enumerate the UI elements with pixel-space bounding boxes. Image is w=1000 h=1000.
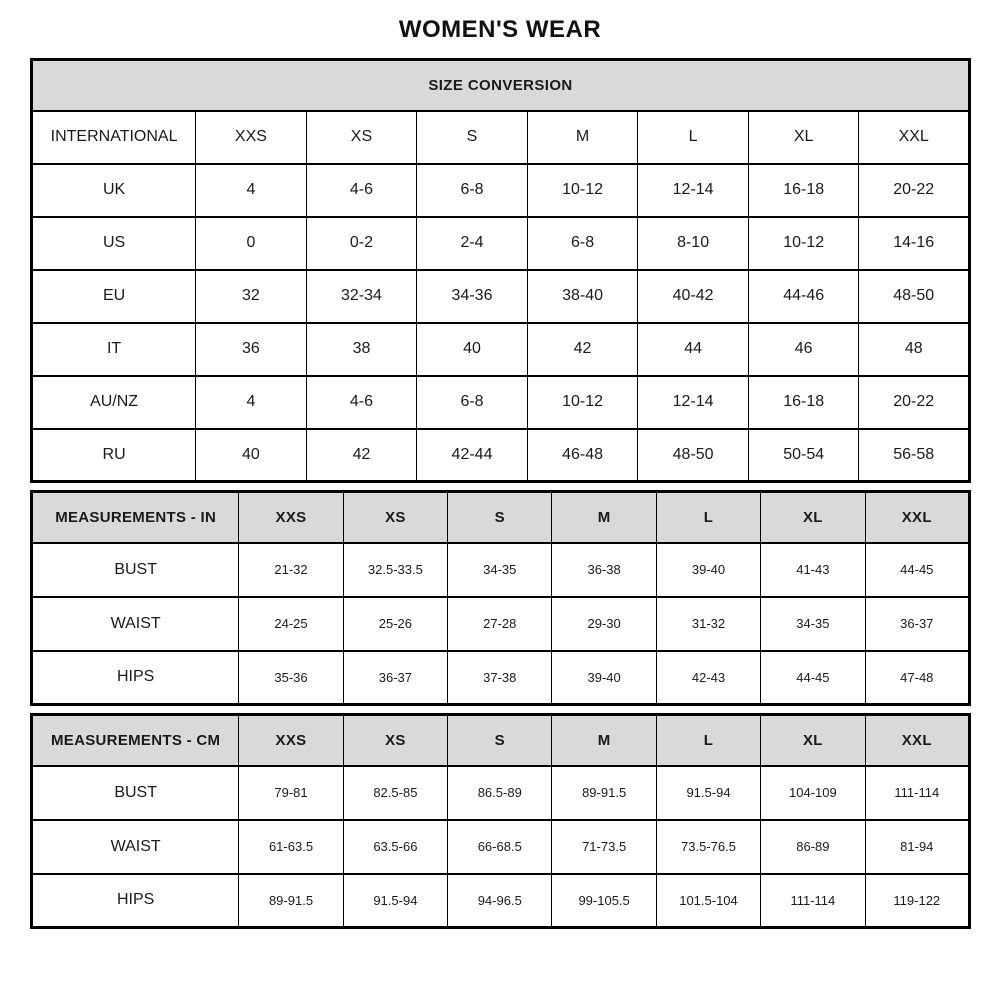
- value-cell: 89-91.5: [552, 766, 656, 820]
- value-cell: 66-68.5: [448, 820, 552, 874]
- value-cell: 61-63.5: [239, 820, 343, 874]
- value-cell: 12-14: [638, 164, 749, 217]
- row-label: WAIST: [32, 597, 239, 651]
- table-row: [32, 270, 970, 323]
- value-cell: 104-109: [761, 766, 865, 820]
- table-banner: SIZE CONVERSION: [32, 60, 970, 111]
- value-cell: 31-32: [656, 597, 760, 651]
- value-cell: 21-32: [239, 543, 343, 597]
- size-column-header: XXL: [865, 492, 969, 543]
- value-cell: 29-30: [552, 597, 656, 651]
- value-cell: 32-34: [306, 270, 417, 323]
- value-cell: 27-28: [448, 597, 552, 651]
- value-cell: 20-22: [859, 376, 970, 429]
- value-cell: 4: [196, 164, 307, 217]
- value-cell: 10-12: [527, 164, 638, 217]
- value-cell: 35-36: [239, 651, 343, 705]
- value-cell: 46: [748, 323, 859, 376]
- row-label: HIPS: [32, 874, 239, 928]
- value-cell: 8-10: [638, 217, 749, 270]
- value-cell: 34-35: [448, 543, 552, 597]
- value-cell: 34-35: [761, 597, 865, 651]
- value-cell: 50-54: [748, 429, 859, 482]
- value-cell: 0-2: [306, 217, 417, 270]
- row-label: WAIST: [32, 820, 239, 874]
- value-cell: 44-45: [761, 651, 865, 705]
- value-cell: 40: [417, 323, 528, 376]
- size-column-header: XS: [343, 492, 447, 543]
- value-cell: 44: [638, 323, 749, 376]
- value-cell: 38-40: [527, 270, 638, 323]
- value-cell: 36-37: [865, 597, 969, 651]
- row-label: BUST: [32, 766, 239, 820]
- table-row: [32, 543, 970, 597]
- size-column-header: M: [552, 715, 656, 766]
- size-column-header: XL: [761, 492, 865, 543]
- table-row: [32, 376, 970, 429]
- value-cell: 24-25: [239, 597, 343, 651]
- table-banner-row: [32, 60, 970, 111]
- value-cell: 44-46: [748, 270, 859, 323]
- chart-container: [0, 58, 1000, 929]
- value-cell: 6-8: [417, 376, 528, 429]
- value-cell: 32: [196, 270, 307, 323]
- value-cell: 82.5-85: [343, 766, 447, 820]
- value-cell: 81-94: [865, 820, 969, 874]
- size-column-header: XXL: [859, 111, 970, 164]
- value-cell: 56-58: [859, 429, 970, 482]
- value-cell: 16-18: [748, 164, 859, 217]
- value-cell: 36-37: [343, 651, 447, 705]
- value-cell: 36-38: [552, 543, 656, 597]
- value-cell: 32.5-33.5: [343, 543, 447, 597]
- table-row: [32, 651, 970, 705]
- size-column-header: XS: [306, 111, 417, 164]
- value-cell: 42: [306, 429, 417, 482]
- table-row: [32, 766, 970, 820]
- table-row: [32, 874, 970, 928]
- value-cell: 6-8: [527, 217, 638, 270]
- value-cell: 79-81: [239, 766, 343, 820]
- size-column-header: XXS: [239, 492, 343, 543]
- value-cell: 71-73.5: [552, 820, 656, 874]
- row-label: UK: [32, 164, 196, 217]
- table-row: [32, 323, 970, 376]
- value-cell: 101.5-104: [656, 874, 760, 928]
- value-cell: 14-16: [859, 217, 970, 270]
- value-cell: 37-38: [448, 651, 552, 705]
- value-cell: 111-114: [865, 766, 969, 820]
- value-cell: 10-12: [527, 376, 638, 429]
- value-cell: 91.5-94: [656, 766, 760, 820]
- value-cell: 48: [859, 323, 970, 376]
- size-column-header: XL: [748, 111, 859, 164]
- value-cell: 20-22: [859, 164, 970, 217]
- table-row: [32, 429, 970, 482]
- row-label: AU/NZ: [32, 376, 196, 429]
- table-row: [32, 820, 970, 874]
- value-cell: 99-105.5: [552, 874, 656, 928]
- value-cell: 86.5-89: [448, 766, 552, 820]
- value-cell: 63.5-66: [343, 820, 447, 874]
- size-column-header: L: [656, 492, 760, 543]
- size-column-header: L: [656, 715, 760, 766]
- value-cell: 86-89: [761, 820, 865, 874]
- size-conversion-table: [30, 58, 971, 483]
- value-cell: 39-40: [656, 543, 760, 597]
- row-label-header: MEASUREMENTS - CM: [32, 715, 239, 766]
- value-cell: 42-44: [417, 429, 528, 482]
- measurements-in-table: [30, 490, 971, 706]
- value-cell: 94-96.5: [448, 874, 552, 928]
- table-row: [32, 217, 970, 270]
- size-column-header: S: [448, 715, 552, 766]
- size-column-header: S: [417, 111, 528, 164]
- header-row: [32, 111, 970, 164]
- value-cell: 4: [196, 376, 307, 429]
- row-label: IT: [32, 323, 196, 376]
- value-cell: 40: [196, 429, 307, 482]
- value-cell: 89-91.5: [239, 874, 343, 928]
- value-cell: 34-36: [417, 270, 528, 323]
- page-title: WOMEN'S WEAR: [398, 16, 602, 43]
- size-column-header: L: [638, 111, 749, 164]
- value-cell: 16-18: [748, 376, 859, 429]
- value-cell: 44-45: [865, 543, 969, 597]
- value-cell: 47-48: [865, 651, 969, 705]
- value-cell: 41-43: [761, 543, 865, 597]
- header-row: [32, 715, 970, 766]
- header-row: [32, 492, 970, 543]
- value-cell: 36: [196, 323, 307, 376]
- value-cell: 0: [196, 217, 307, 270]
- size-column-header: XXL: [865, 715, 969, 766]
- size-column-header: XL: [761, 715, 865, 766]
- table-row: [32, 164, 970, 217]
- value-cell: 39-40: [552, 651, 656, 705]
- row-label-header: INTERNATIONAL: [32, 111, 196, 164]
- row-label: RU: [32, 429, 196, 482]
- size-column-header: M: [527, 111, 638, 164]
- row-label: US: [32, 217, 196, 270]
- row-label: EU: [32, 270, 196, 323]
- row-label: HIPS: [32, 651, 239, 705]
- value-cell: 40-42: [638, 270, 749, 323]
- size-column-header: XXS: [196, 111, 307, 164]
- row-label: BUST: [32, 543, 239, 597]
- value-cell: 46-48: [527, 429, 638, 482]
- value-cell: 119-122: [865, 874, 969, 928]
- measurements-cm-table: [30, 713, 971, 929]
- value-cell: 25-26: [343, 597, 447, 651]
- value-cell: 38: [306, 323, 417, 376]
- value-cell: 73.5-76.5: [656, 820, 760, 874]
- value-cell: 12-14: [638, 376, 749, 429]
- size-column-header: M: [552, 492, 656, 543]
- size-column-header: S: [448, 492, 552, 543]
- value-cell: 42-43: [656, 651, 760, 705]
- value-cell: 10-12: [748, 217, 859, 270]
- value-cell: 91.5-94: [343, 874, 447, 928]
- value-cell: 2-4: [417, 217, 528, 270]
- value-cell: 4-6: [306, 164, 417, 217]
- value-cell: 48-50: [859, 270, 970, 323]
- table-row: [32, 597, 970, 651]
- value-cell: 4-6: [306, 376, 417, 429]
- value-cell: 111-114: [761, 874, 865, 928]
- value-cell: 48-50: [638, 429, 749, 482]
- row-label-header: MEASUREMENTS - IN: [32, 492, 239, 543]
- size-column-header: XXS: [239, 715, 343, 766]
- value-cell: 6-8: [417, 164, 528, 217]
- size-column-header: XS: [343, 715, 447, 766]
- value-cell: 42: [527, 323, 638, 376]
